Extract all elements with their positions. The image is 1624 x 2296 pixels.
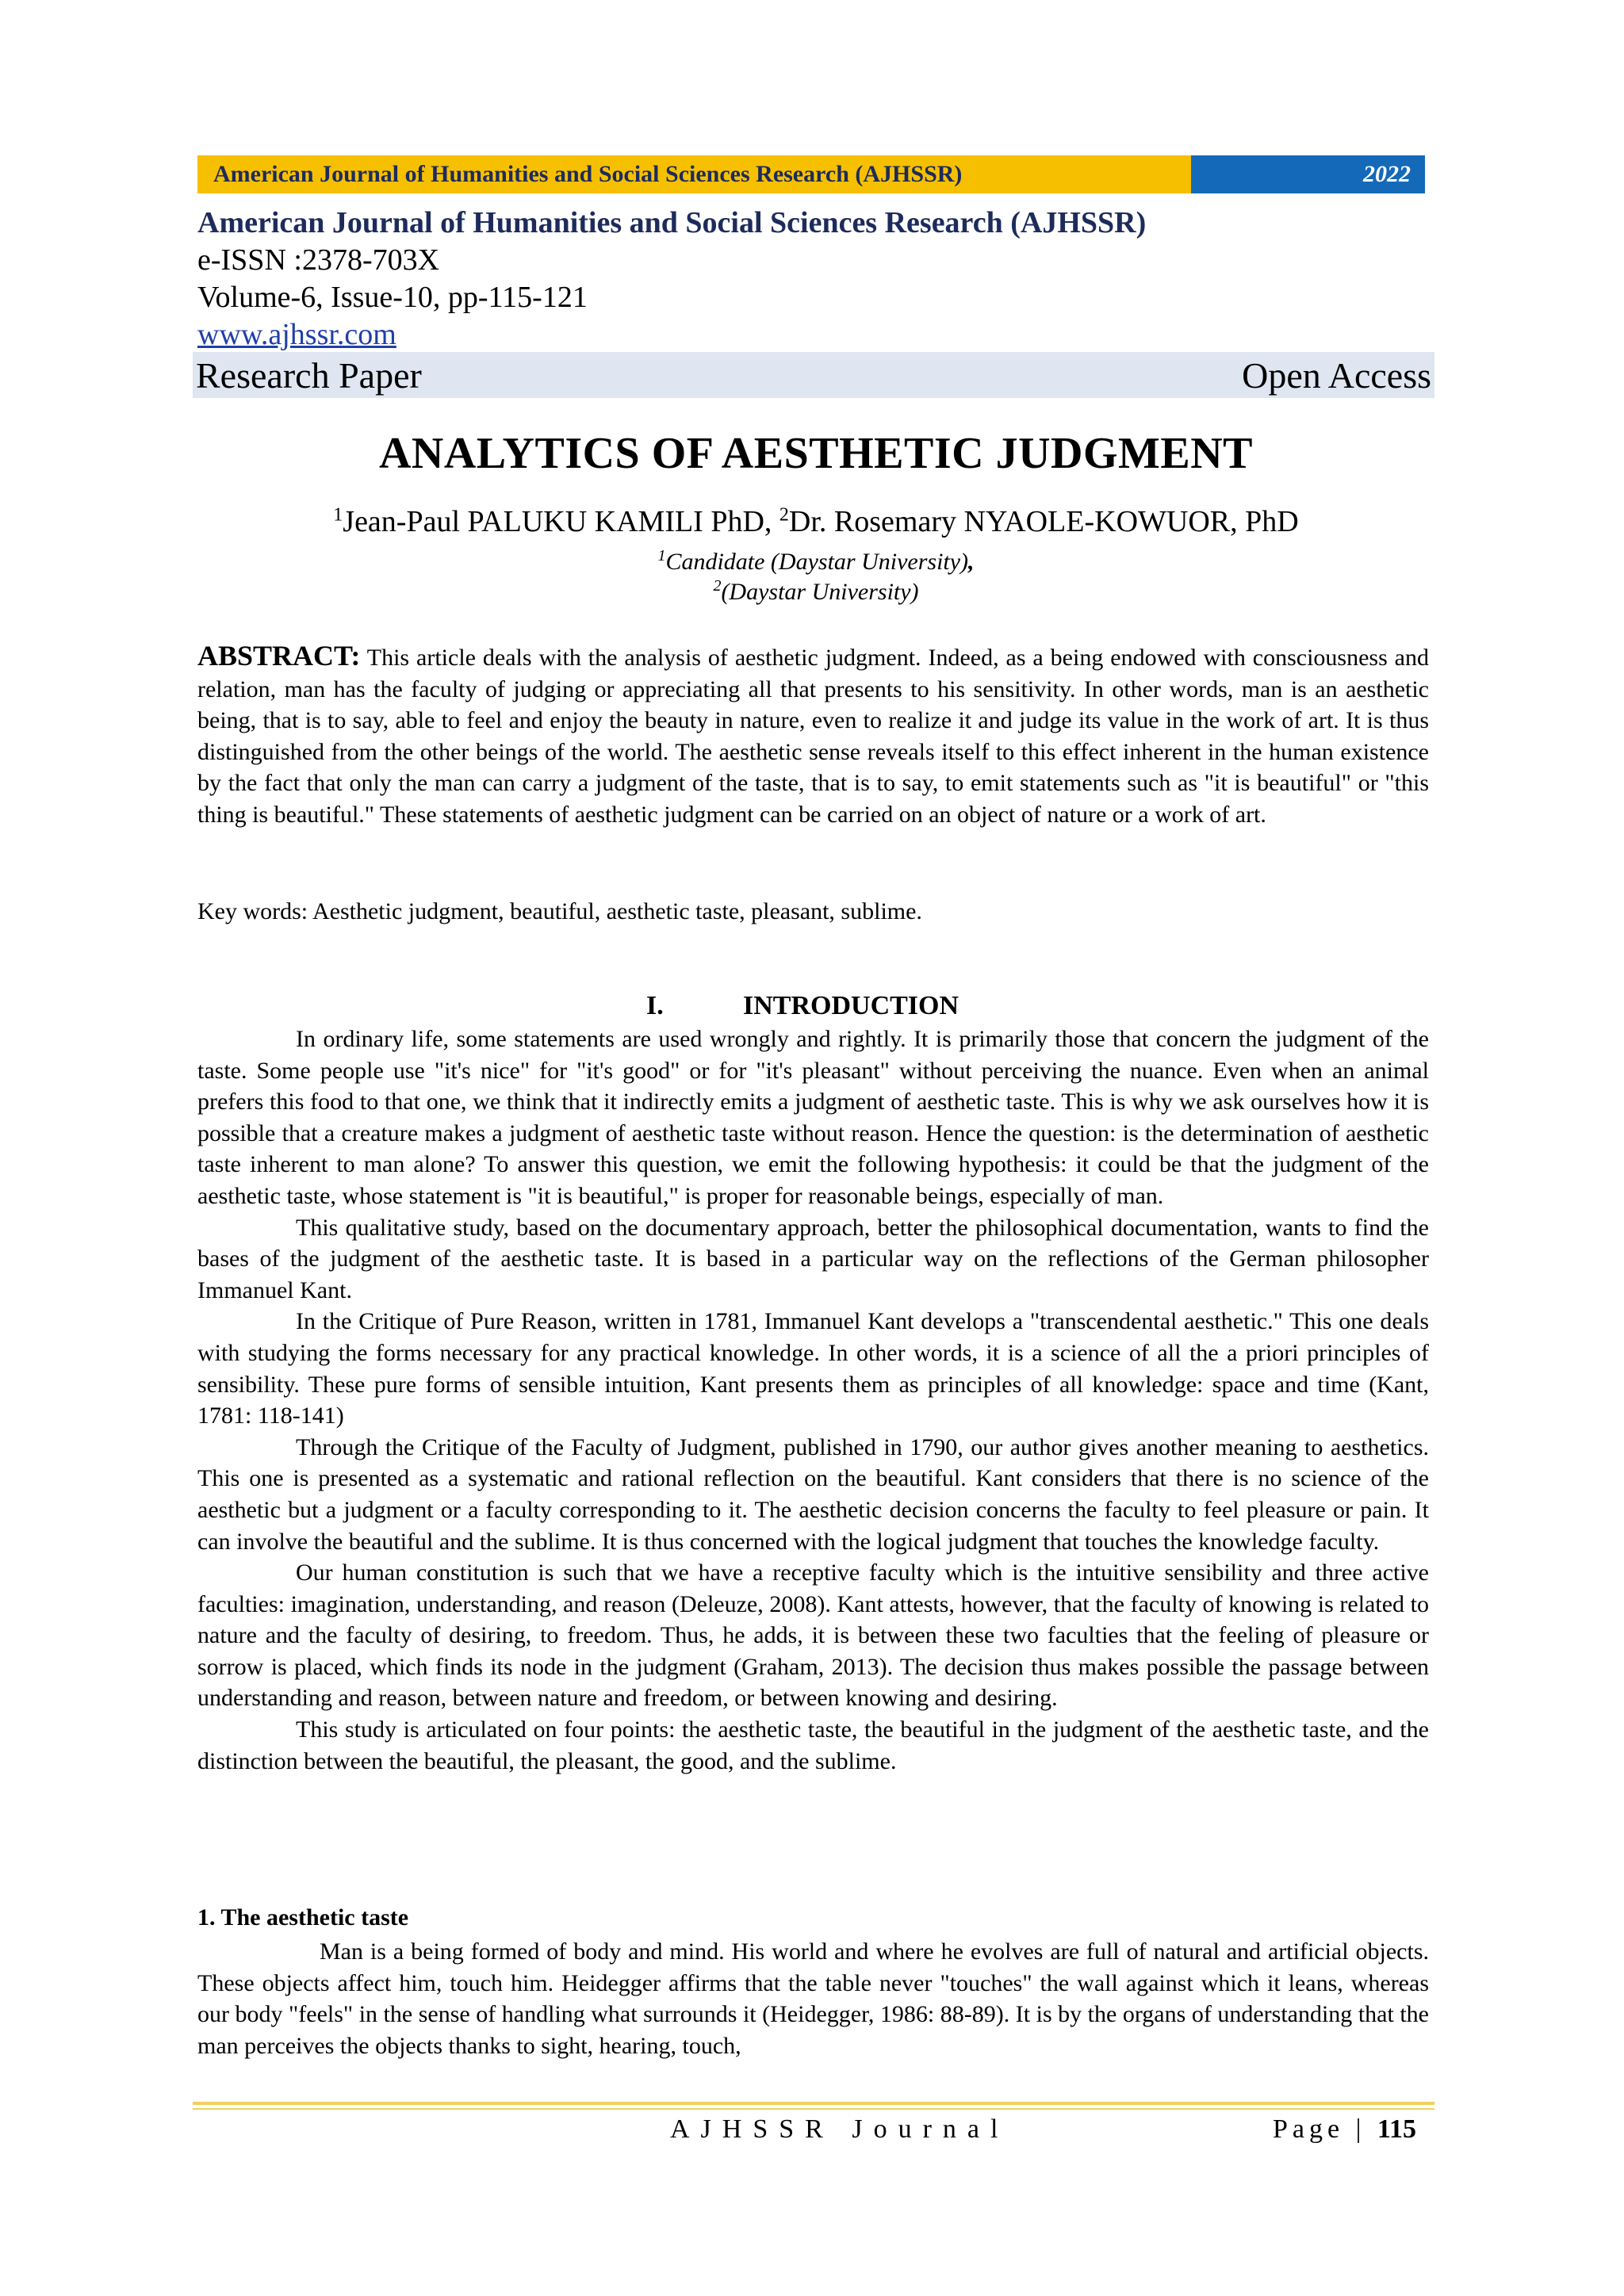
volume-info: Volume-6, Issue-10, pp-115-121 xyxy=(197,281,588,314)
subsection-body xyxy=(197,1936,1429,2061)
affiliation2-sup: 2 xyxy=(713,577,722,595)
affiliation1-tail: , xyxy=(968,549,975,575)
paper-title: ANALYTICS OF AESTHETIC JUDGMENT xyxy=(378,429,1254,478)
journal-name: American Journal of Humanities and Social Sciences Research (AJHSSR) xyxy=(197,206,1147,239)
affiliation-2 xyxy=(197,577,1434,606)
journal-header-year: 2022 xyxy=(1191,155,1425,193)
eissn-line xyxy=(197,242,1434,279)
paragraph: Through the Critique of the Faculty of Judgment, published in 1790, our author gives another meaning to aesthetics. This one is presented as a systematic and rational reflection on the beautiful. Kant considers that there is no science of the aesthetic but a judgment or a faculty corresponding to it. The aesthetic decision concerns the faculty to feel pleasure or pain. It can involve the beautiful and the sublime. It is thus concerned with the logical judgment that touches the knowledge faculty. xyxy=(197,1433,1429,1555)
abstract-label: ABSTRACT: xyxy=(197,640,361,672)
paragraph: In ordinary life, some statements are used wrongly and rightly. It is primarily those that concern the judgment of the taste. Some people use "it's nice" for "it's good" or for "it's pleasant" without perceiving the nuance. Even when an animal prefers this food to that one, we think that it indirectly emits a judgment of aesthetic taste. This is why we ask ourselves how it is possible that a creature makes a judgment of aesthetic taste without reason. Hence the question: is the determination of aesthetic taste inherent to man alone? To answer this question, we emit the following hypothesis: it could be that the judgment of the aesthetic taste, whose statement is "it is beautiful," is proper for reasonable beings, especially of man. xyxy=(197,1026,1429,1209)
paragraph: Man is a being formed of body and mind. His world and where he evolves are full of natural and artificial objects. These objects affect him, touch him. Heidegger affirms that the table never "touches" the wall against which it leans, whereas our body "feels" in the sense of handling what surrounds it (Heidegger, 1986: 88-89). It is by the organs of understanding that the man perceives the objects thanks to sight, hearing, touch, xyxy=(197,1938,1429,2059)
author2-name: Dr. Rosemary NYAOLE-KOWUOR, PhD xyxy=(788,505,1299,538)
footer-rule xyxy=(193,2102,1434,2110)
paper-type-bar xyxy=(193,352,1434,398)
journal-info xyxy=(197,205,1434,354)
keywords: Key words: Aesthetic judgment, beautiful, aesthetic taste, pleasant, sublime. xyxy=(197,898,922,924)
affiliation-1 xyxy=(197,547,1434,576)
paragraph: In the Critique of Pure Reason, written in 1781, Immanuel Kant develops a "transcendental aesthetic." This one deals with studying the forms necessary for any practical knowledge. In other words, it is a science of all the a priori principles of sensibility. These pure forms of sensible intuition, Kant presents them as principles of all knowledge: space and time (Kant, 1781: 118-141) xyxy=(197,1308,1429,1429)
eissn-value: 2378-703X xyxy=(301,243,440,277)
affiliation1-text: Candidate (Daystar University) xyxy=(665,549,969,575)
paragraph: Our human constitution is such that we have a receptive faculty which is the intuitive sensibility and three active faculties: imagination, understanding, and reason (Deleuze, 2008). Kant attests, however, that the faculty of knowing is related to nature and the faculty of desiring, to freedom. Thus, he adds, it is between these two faculties that the feeling of pleasure or sorrow is placed, which finds its node in the judgment (Graham, 2013). The decision thus makes possible the passage between understanding and reason, between nature and freedom, or between knowing and desiring. xyxy=(197,1559,1429,1712)
paper-type-label: Research Paper xyxy=(196,354,422,396)
eissn-label: e-ISSN : xyxy=(197,243,302,277)
section-title: INTRODUCTION xyxy=(743,991,959,1020)
journal-website-link[interactable]: www.ajhssr.com xyxy=(197,318,396,351)
affiliation1-sup: 1 xyxy=(657,547,666,564)
footer-journal: AJHSSR Journal xyxy=(670,2114,1009,2144)
paragraph: This qualitative study, based on the documentary approach, better the philosophical documentation, wants to find the bases of the judgment of the aesthetic taste. It is based in a particular way on the reflections of the German philosopher Immanuel Kant. xyxy=(197,1214,1429,1303)
affiliation2-text: (Daystar University) xyxy=(721,579,919,605)
author1-sup: 1 xyxy=(333,504,343,526)
author1-name: Jean-Paul PALUKU KAMILI PhD, xyxy=(343,505,779,538)
footer-page xyxy=(1273,2114,1416,2145)
footer-page-number: 115 xyxy=(1377,2114,1417,2144)
author2-sup: 2 xyxy=(779,504,789,526)
journal-header-name: American Journal of Humanities and Social Sciences Research (AJHSSR) xyxy=(197,155,1191,193)
abstract-text: This article deals with the analysis of aesthetic judgment. Indeed, as a being endowed with consciousness and relation, man has the faculty of judging or appreciating all that presents to his sensitivity. In other words, man is an aesthetic being, that is to say, able to feel and enjoy the beauty in nature, even to realize it and judge its value in the work of art. It is thus distinguished from the other beings of the world. The aesthetic sense reveals itself to this effect inherent in the human existence by the fact that only the man can carry a judgment of the taste, that is to say, to emit statements such as "it is beautiful" or "this thing is beautiful." These statements of aesthetic judgment can be carried on an object of nature or a work of art. xyxy=(197,645,1429,828)
subsection-heading: 1. The aesthetic taste xyxy=(197,1904,409,1931)
abstract xyxy=(197,641,1429,831)
journal-header-bar xyxy=(197,155,1425,193)
open-access-label: Open Access xyxy=(1242,354,1431,396)
paragraph: This study is articulated on four points: the aesthetic taste, the beautiful in the judgment of the aesthetic taste, and the distinction between the beautiful, the pleasant, the good, and the sublime. xyxy=(197,1716,1429,1774)
section-number: I. xyxy=(646,991,664,1020)
introduction-body xyxy=(197,1024,1429,1777)
footer-page-label: Page | xyxy=(1273,2114,1377,2144)
author-line xyxy=(197,504,1434,539)
